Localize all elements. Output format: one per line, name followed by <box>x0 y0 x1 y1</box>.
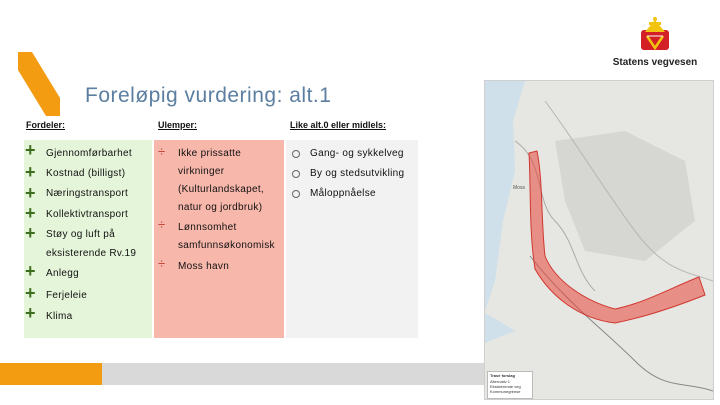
circle-bullet-icon <box>292 190 300 198</box>
pros-item: Kostnad (billigst) <box>46 168 126 179</box>
plus-icon: + <box>25 183 36 203</box>
minus-icon: ÷ <box>158 144 166 159</box>
pros-item: Støy og luft på <box>46 229 115 240</box>
cons-item: virkninger <box>178 166 225 177</box>
pros-item: Gjennomførbarhet <box>46 148 132 159</box>
neutral-item: By og stedsutvikling <box>310 168 405 179</box>
footer-bar <box>102 363 484 385</box>
cons-item: (Kulturlandskapet, <box>178 184 265 195</box>
pros-item: Anlegg <box>46 268 79 279</box>
cons-header <box>156 120 197 140</box>
route-map <box>484 80 714 400</box>
legend-title: Trasé forslag <box>490 373 515 378</box>
neutral-header <box>288 120 386 140</box>
brand-name: Statens vegvesen <box>612 57 698 68</box>
pros-item: Kollektivtransport <box>46 209 129 220</box>
map-drawing <box>485 81 713 399</box>
slide-title: Foreløpig vurdering: alt.1 <box>85 84 332 107</box>
circle-bullet-icon <box>292 170 300 178</box>
cons-item: samfunnsøkonomisk <box>178 240 275 251</box>
plus-icon: + <box>25 140 36 160</box>
pros-item: Klima <box>46 311 73 322</box>
crown-emblem-icon <box>635 16 675 52</box>
cons-item: Moss havn <box>178 261 230 272</box>
pros-header <box>24 120 65 140</box>
plus-icon: + <box>25 283 36 303</box>
decorative-stripe <box>18 52 60 116</box>
cons-panel <box>154 140 284 338</box>
plus-icon: + <box>25 223 36 243</box>
neutral-item: Måloppnåelse <box>310 188 376 199</box>
map-place-label: Moss <box>513 185 525 191</box>
plus-icon: + <box>25 261 36 281</box>
cons-item: Ikke prissatte <box>178 148 242 159</box>
cons-heading: Ulemper: <box>158 120 198 130</box>
map-legend <box>487 371 533 399</box>
statens-vegvesen-logo <box>600 16 710 72</box>
pros-item: Ferjeleie <box>46 290 88 301</box>
pros-heading: Fordeler: <box>26 120 66 130</box>
legend-item: Kommunegrense <box>490 389 521 394</box>
neutral-item: Gang- og sykkelveg <box>310 148 404 159</box>
plus-icon: + <box>25 162 36 182</box>
minus-icon: ÷ <box>158 217 166 232</box>
pros-item: eksisterende Rv.19 <box>46 248 137 259</box>
minus-icon: ÷ <box>158 256 166 271</box>
neutral-heading: Like alt.0 eller midlels: <box>290 120 387 130</box>
plus-icon: + <box>25 303 36 323</box>
neutral-panel <box>286 140 418 338</box>
plus-icon: + <box>25 203 36 223</box>
cons-item: natur og jordbruk) <box>178 202 263 213</box>
legend-item: Eksisterende veg <box>490 384 521 389</box>
pros-item: Næringstransport <box>46 188 129 199</box>
footer-accent-bar <box>0 363 102 385</box>
pros-panel <box>24 140 152 338</box>
circle-bullet-icon <box>292 150 300 158</box>
cons-item: Lønnsomhet <box>178 222 237 233</box>
legend-item: Alternativ 1 <box>490 379 511 384</box>
